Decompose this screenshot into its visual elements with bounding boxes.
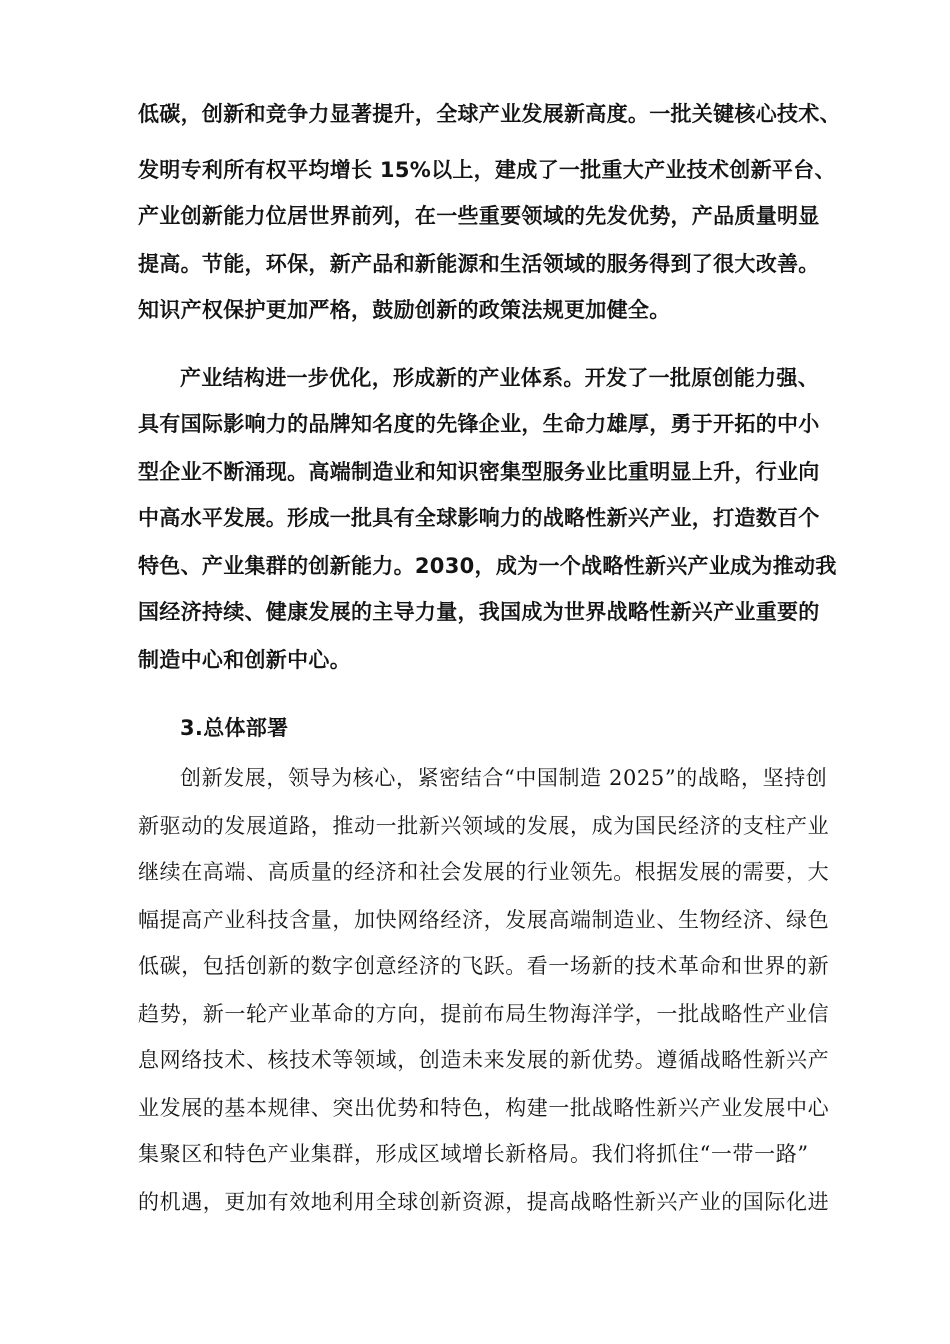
section-heading: 3.总体部署 (180, 716, 289, 740)
paragraph-line: 中高水平发展。形成一批具有全球影响力的战略性新兴产业，打造数百个 (138, 506, 820, 530)
paragraph-line: 息网络技术、核技术等领域，创造未来发展的新优势。遵循战略性新兴产 (138, 1048, 830, 1072)
paragraph-line: 低碳，创新和竞争力显著提升，全球产业发展新高度。一批关键核心技术、 (138, 102, 841, 126)
paragraph-line: 业发展的基本规律、突出优势和特色，构建一批战略性新兴产业发展中心 (138, 1096, 830, 1120)
paragraph-line: 新驱动的发展道路，推动一批新兴领域的发展，成为国民经济的支柱产业 (138, 814, 830, 838)
paragraph-line: 制造中心和创新中心。 (138, 648, 351, 672)
paragraph-line: 产业结构进一步优化，形成新的产业体系。开发了一批原创能力强、 (180, 366, 819, 390)
paragraph-line: 低碳，包括创新的数字创意经济的飞跃。看一场新的技术革命和世界的新 (138, 954, 830, 978)
paragraph-line: 幅提高产业科技含量，加快网络经济，发展高端制造业、生物经济、绿色 (138, 908, 830, 932)
paragraph-line: 型企业不断涌现。高端制造业和知识密集型服务业比重明显上升，行业向 (138, 460, 820, 484)
paragraph-line: 的机遇，更加有效地利用全球创新资源，提高战略性新兴产业的国际化进 (138, 1190, 830, 1214)
paragraph-line: 趋势，新一轮产业革命的方向，提前布局生物海洋学，一批战略性产业信 (138, 1002, 830, 1026)
paragraph-line: 知识产权保护更加严格，鼓励创新的政策法规更加健全。 (138, 298, 671, 322)
paragraph-line: 提高。节能，环保，新产品和新能源和生活领域的服务得到了很大改善。 (138, 252, 820, 276)
paragraph-line: 特色、产业集群的创新能力。2030，成为一个战略性新兴产业成为推动我 (138, 554, 837, 578)
paragraph-line: 继续在高端、高质量的经济和社会发展的行业领先。根据发展的需要，大 (138, 860, 830, 884)
paragraph-line: 发明专利所有权平均增长 15%以上，建成了一批重大产业技术创新平台、 (138, 158, 836, 182)
paragraph-line: 创新发展，领导为核心，紧密结合“中国制造 2025”的战略，坚持创 (180, 766, 828, 790)
paragraph-line: 集聚区和特色产业集群，形成区域增长新格局。我们将抓住“一带一路” (138, 1142, 809, 1166)
paragraph-line: 具有国际影响力的品牌知名度的先锋企业，生命力雄厚，勇于开拓的中小 (138, 412, 820, 436)
paragraph-line: 国经济持续、健康发展的主导力量，我国成为世界战略性新兴产业重要的 (138, 600, 820, 624)
paragraph-line: 产业创新能力位居世界前列，在一些重要领域的先发优势，产品质量明显 (138, 204, 820, 228)
